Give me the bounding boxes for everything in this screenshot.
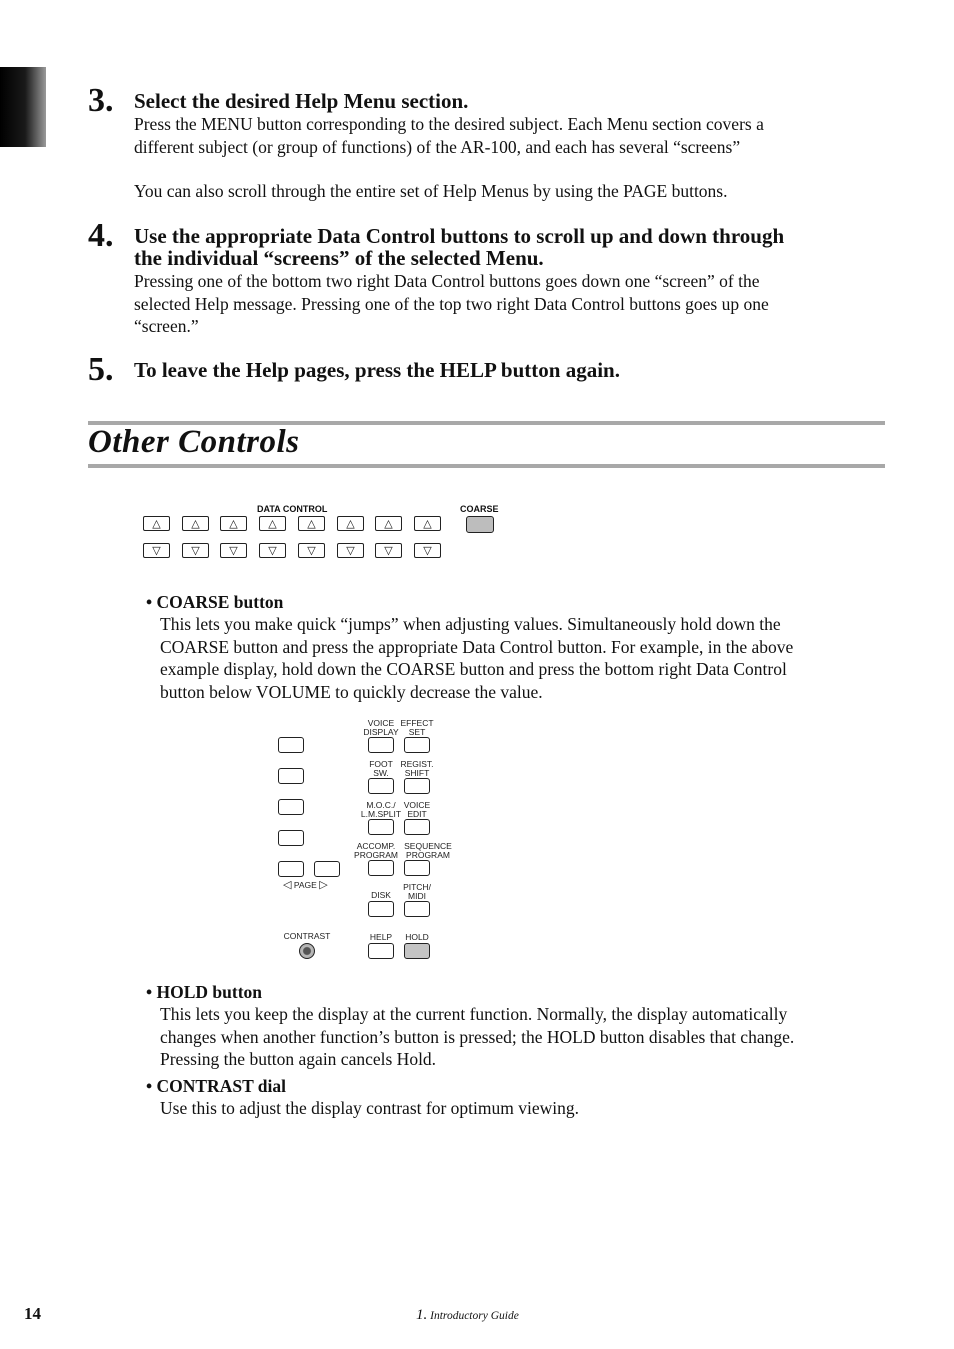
down-triangle-icon: ▽	[384, 544, 393, 557]
effect-set-button[interactable]	[404, 737, 430, 753]
voice-display-button[interactable]	[368, 737, 394, 753]
step-body: Press the MENU button corresponding to the desired subject. Each Menu section covers a different subject (or group of functions) of the AR-100, and each has several “screens”	[134, 114, 764, 157]
data-control-down-button-3[interactable]	[220, 543, 247, 558]
disk-label: DISK	[371, 890, 391, 900]
hold-description	[146, 981, 876, 1071]
guide-title: Introductory Guide	[430, 1310, 519, 1322]
data-control-down-button-8[interactable]	[414, 543, 441, 558]
data-control-down-button-4[interactable]	[259, 543, 286, 558]
down-triangle-icon: ▽	[268, 544, 277, 557]
moc-lmsplit-button[interactable]	[368, 819, 394, 835]
step-note: You can also scroll through the entire set of Help Menus by using the PAGE buttons.	[134, 181, 728, 201]
coarse-button[interactable]	[466, 516, 494, 533]
data-control-up-button-2[interactable]	[182, 516, 209, 531]
chapter-tab	[0, 67, 46, 147]
page-right-icon: ▷	[319, 879, 328, 891]
down-triangle-icon: ▽	[229, 544, 238, 557]
bullet-body: This lets you make quick “jumps” when adjusting values. Simultaneously hold down the COARSE button and press the appropriate Data Control button. For example, in the above example display, hold down the COARSE button and press the bottom right Data Control button below VOLUME to quickly decrease the value.	[160, 614, 794, 702]
menu-button-2[interactable]	[278, 768, 304, 784]
disk-button[interactable]	[368, 901, 394, 917]
page-label-group	[283, 878, 328, 891]
voice-edit-button[interactable]	[404, 819, 430, 835]
data-control-up-button-7[interactable]	[375, 516, 402, 531]
down-triangle-icon: ▽	[191, 544, 200, 557]
page-label: PAGE	[293, 880, 317, 890]
data-control-up-button-4[interactable]	[259, 516, 286, 531]
hold-label: HOLD	[405, 932, 429, 942]
data-control-label: DATA CONTROL	[257, 504, 328, 514]
contrast-dial[interactable]	[299, 943, 315, 959]
accomp-program-label: ACCOMP. PROGRAM	[354, 841, 398, 860]
down-triangle-icon: ▽	[346, 544, 355, 557]
help-label: HELP	[369, 932, 393, 942]
step-4	[88, 217, 888, 338]
section-title: Other Controls	[88, 424, 300, 460]
menu-button-1[interactable]	[278, 737, 304, 753]
moc-lmsplit-label: M.O.C./ L.M.SPLIT	[360, 800, 402, 819]
foot-sw-label: FOOT SW.	[369, 759, 393, 778]
section-rule-bottom	[88, 464, 885, 468]
menu-button-4[interactable]	[278, 830, 304, 846]
accomp-program-button[interactable]	[368, 860, 394, 876]
bullet-title: • CONTRAST dial	[146, 1076, 287, 1096]
bullet-body: Use this to adjust the display contrast for optimum viewing.	[160, 1098, 579, 1118]
help-button[interactable]	[368, 943, 394, 959]
bullet-title: • COARSE button	[146, 592, 284, 612]
regist-shift-button[interactable]	[404, 778, 430, 794]
sequence-program-label: SEQUENCE PROGRAM	[404, 841, 452, 860]
bullet-title: • HOLD button	[146, 982, 263, 1002]
bullet-body: This lets you keep the display at the current function. Normally, the display automatically changes when another function’s button is pressed; the HOLD button disables that change. Pressing the button again cancels Hold.	[160, 1004, 795, 1069]
voice-edit-label: VOICE EDIT	[403, 800, 431, 819]
pitch-midi-button[interactable]	[404, 901, 430, 917]
data-control-up-button-5[interactable]	[298, 516, 325, 531]
step-number: 5.	[88, 351, 114, 388]
step-3	[88, 82, 888, 203]
step-title: Select the desired Help Menu section.	[134, 89, 469, 113]
step-title: To leave the Help pages, press the HELP button again.	[134, 358, 620, 382]
step-number: 3.	[88, 82, 114, 119]
data-control-down-button-2[interactable]	[182, 543, 209, 558]
up-triangle-icon: △	[423, 517, 432, 530]
coarse-label: COARSE	[460, 504, 499, 514]
data-control-up-button-1[interactable]	[143, 516, 170, 531]
up-triangle-icon: △	[346, 517, 355, 530]
up-triangle-icon: △	[229, 517, 238, 530]
step-body: Pressing one of the bottom two right Data Control buttons goes down one “screen” of the selected Help message. Pressing one of the top two right Data Control buttons goes up one “screen.”	[134, 271, 769, 336]
page-left-button[interactable]	[278, 861, 304, 877]
coarse-description	[146, 591, 876, 703]
data-control-up-button-3[interactable]	[220, 516, 247, 531]
regist-shift-label: REGIST. SHIFT	[400, 759, 434, 778]
page-number: 14	[24, 1304, 41, 1323]
guide-number: 1.	[416, 1307, 428, 1323]
footer-guide	[416, 1307, 519, 1324]
page-left-icon: ◁	[283, 879, 292, 891]
contrast-description	[146, 1075, 876, 1120]
down-triangle-icon: ▽	[423, 544, 432, 557]
data-control-down-button-5[interactable]	[298, 543, 325, 558]
data-control-down-button-6[interactable]	[337, 543, 364, 558]
pitch-midi-label: PITCH/ MIDI	[403, 882, 431, 901]
data-control-down-button-7[interactable]	[375, 543, 402, 558]
up-triangle-icon: △	[268, 517, 277, 530]
page-right-button[interactable]	[314, 861, 340, 877]
up-triangle-icon: △	[152, 517, 161, 530]
up-triangle-icon: △	[384, 517, 393, 530]
data-control-up-button-8[interactable]	[414, 516, 441, 531]
sequence-program-button[interactable]	[404, 860, 430, 876]
hold-button[interactable]	[404, 943, 430, 959]
down-triangle-icon: ▽	[152, 544, 161, 557]
step-5	[88, 351, 888, 388]
menu-button-3[interactable]	[278, 799, 304, 815]
step-number: 4.	[88, 217, 114, 254]
up-triangle-icon: △	[307, 517, 316, 530]
step-title: Use the appropriate Data Control buttons to scroll up and down through the individual “screens” of the selected Menu.	[134, 224, 785, 270]
foot-sw-button[interactable]	[368, 778, 394, 794]
data-control-down-button-1[interactable]	[143, 543, 170, 558]
voice-display-label: VOICE DISPLAY	[363, 718, 399, 737]
down-triangle-icon: ▽	[307, 544, 316, 557]
up-triangle-icon: △	[191, 517, 200, 530]
effect-set-label: EFFECT SET	[400, 718, 434, 737]
data-control-up-button-6[interactable]	[337, 516, 364, 531]
contrast-label: CONTRAST	[283, 931, 331, 941]
